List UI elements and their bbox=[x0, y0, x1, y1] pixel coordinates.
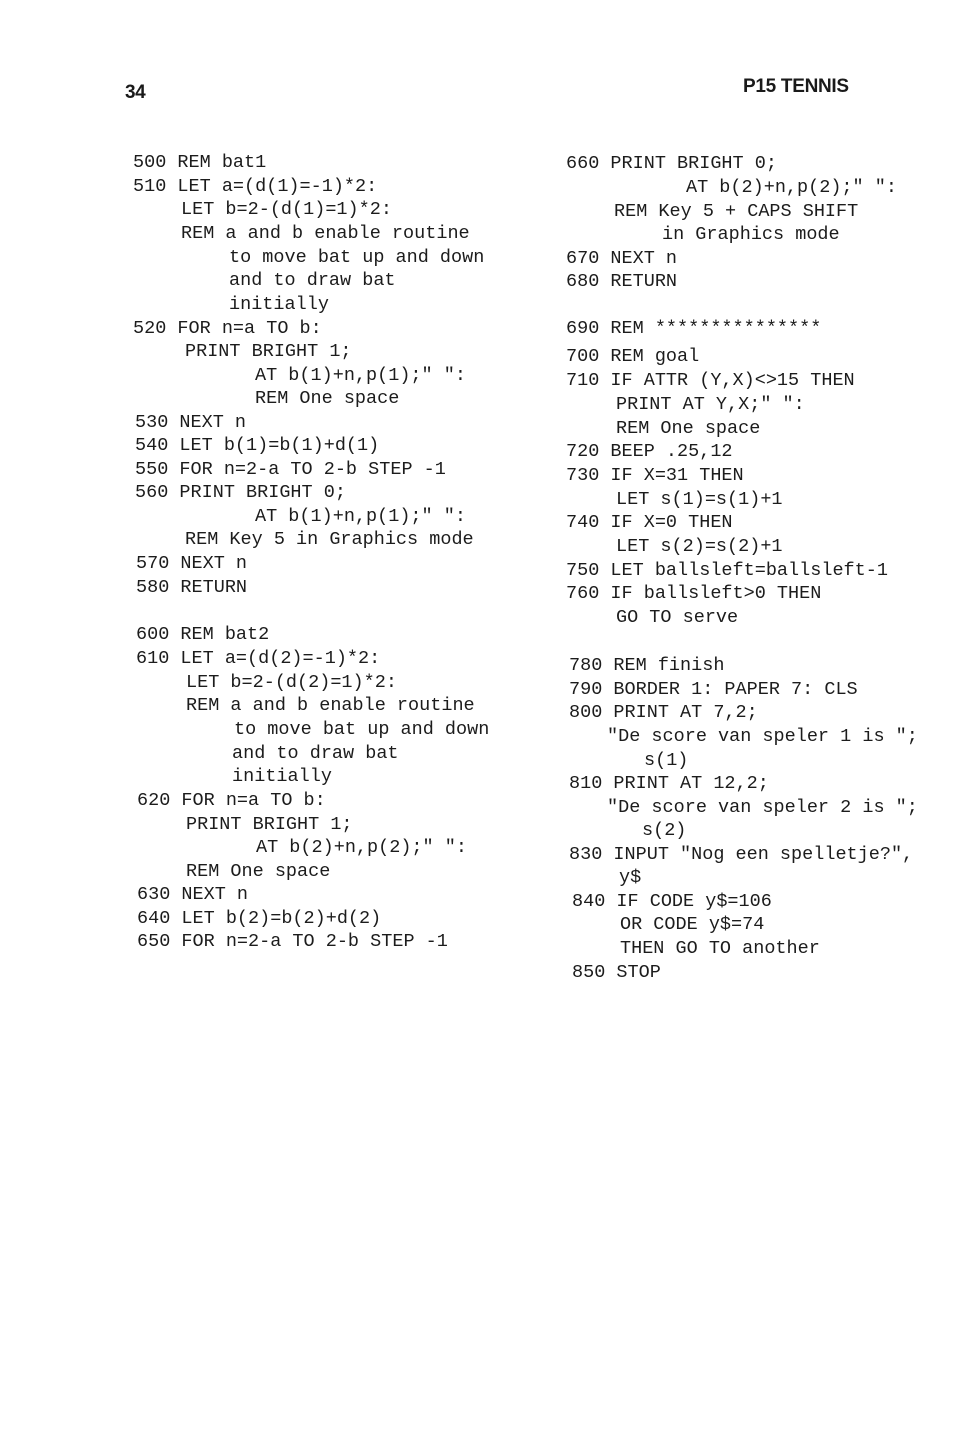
code-line: 660 PRINT BRIGHT 0; bbox=[566, 153, 777, 174]
code-line: and to draw bat bbox=[232, 743, 399, 764]
code-line: PRINT BRIGHT 1; bbox=[185, 341, 352, 362]
code-line: 500 REM bat1 bbox=[133, 152, 267, 173]
code-line: THEN GO TO another bbox=[620, 938, 820, 959]
code-line: in Graphics mode bbox=[662, 224, 840, 245]
code-line: 580 RETURN bbox=[136, 577, 248, 598]
code-line: 730 IF X=31 THEN bbox=[566, 465, 744, 486]
code-line: 540 LET b(1)=b(1)+d(1) bbox=[135, 435, 380, 456]
code-line: s(1) bbox=[644, 750, 689, 771]
code-line: LET s(2)=s(2)+1 bbox=[616, 536, 783, 557]
code-line: 800 PRINT AT 7,2; bbox=[569, 702, 758, 723]
code-line: 510 LET a=(d(1)=-1)*2: bbox=[133, 176, 378, 197]
code-line: and to draw bat bbox=[229, 270, 396, 291]
code-line: 700 REM goal bbox=[566, 346, 700, 367]
code-line: 690 REM *************** bbox=[566, 318, 822, 339]
code-line: 750 LET ballsleft=ballsleft-1 bbox=[566, 560, 888, 581]
code-line: OR CODE y$=74 bbox=[620, 914, 765, 935]
code-line: PRINT BRIGHT 1; bbox=[186, 814, 353, 835]
code-line: 850 STOP bbox=[572, 962, 661, 983]
code-line: initially bbox=[229, 294, 329, 315]
code-line: REM One space bbox=[186, 861, 331, 882]
code-line: AT b(2)+n,p(2);" ": bbox=[686, 177, 897, 198]
code-line: 630 NEXT n bbox=[137, 884, 249, 905]
code-line: 560 PRINT BRIGHT 0; bbox=[135, 482, 346, 503]
code-line: 520 FOR n=a TO b: bbox=[133, 318, 322, 339]
code-line: initially bbox=[232, 766, 332, 787]
code-line: AT b(1)+n,p(1);" ": bbox=[255, 365, 466, 386]
code-line: 570 NEXT n bbox=[136, 553, 248, 574]
code-line: s(2) bbox=[642, 820, 687, 841]
code-line: REM One space bbox=[255, 388, 400, 409]
code-line: 720 BEEP .25,12 bbox=[566, 441, 733, 462]
code-line: GO TO serve bbox=[616, 607, 739, 628]
code-line: 830 INPUT "Nog een spelletje?", bbox=[569, 844, 914, 865]
code-line: 710 IF ATTR (Y,X)<>15 THEN bbox=[566, 370, 855, 391]
code-line: to move bat up and down bbox=[234, 719, 490, 740]
code-line: 670 NEXT n bbox=[566, 248, 678, 269]
code-line: REM One space bbox=[616, 418, 761, 439]
code-line: 810 PRINT AT 12,2; bbox=[569, 773, 769, 794]
code-line: 740 IF X=0 THEN bbox=[566, 512, 733, 533]
code-line: 680 RETURN bbox=[566, 271, 678, 292]
code-line: y$ bbox=[619, 867, 642, 888]
code-line: AT b(2)+n,p(2);" ": bbox=[256, 837, 467, 858]
code-line: "De score van speler 2 is "; bbox=[607, 797, 918, 818]
code-line: REM a and b enable routine bbox=[186, 695, 475, 716]
code-line: to move bat up and down bbox=[229, 247, 485, 268]
code-line: 760 IF ballsleft>0 THEN bbox=[566, 583, 822, 604]
code-line: REM a and b enable routine bbox=[181, 223, 470, 244]
code-line: PRINT AT Y,X;" ": bbox=[616, 394, 805, 415]
code-line: 650 FOR n=2-a TO 2-b STEP -1 bbox=[137, 931, 448, 952]
code-line: 550 FOR n=2-a TO 2-b STEP -1 bbox=[135, 459, 446, 480]
code-line: 600 REM bat2 bbox=[136, 624, 270, 645]
code-line: REM Key 5 + CAPS SHIFT bbox=[614, 201, 859, 222]
code-line: LET s(1)=s(1)+1 bbox=[616, 489, 783, 510]
code-line: REM Key 5 in Graphics mode bbox=[185, 529, 474, 550]
code-line: "De score van speler 1 is "; bbox=[607, 726, 918, 747]
code-line: 840 IF CODE y$=106 bbox=[572, 891, 772, 912]
code-line: 780 REM finish bbox=[569, 655, 725, 676]
code-line: 620 FOR n=a TO b: bbox=[137, 790, 326, 811]
code-line: LET b=2-(d(1)=1)*2: bbox=[181, 199, 392, 220]
code-line: 640 LET b(2)=b(2)+d(2) bbox=[137, 908, 382, 929]
code-line: 530 NEXT n bbox=[135, 412, 247, 433]
code-line: 790 BORDER 1: PAPER 7: CLS bbox=[569, 679, 858, 700]
running-head: P15 TENNIS bbox=[743, 76, 849, 97]
page-number: 34 bbox=[125, 82, 146, 103]
code-line: 610 LET a=(d(2)=-1)*2: bbox=[136, 648, 381, 669]
code-line: AT b(1)+n,p(1);" ": bbox=[255, 506, 466, 527]
code-line: LET b=2-(d(2)=1)*2: bbox=[186, 672, 397, 693]
